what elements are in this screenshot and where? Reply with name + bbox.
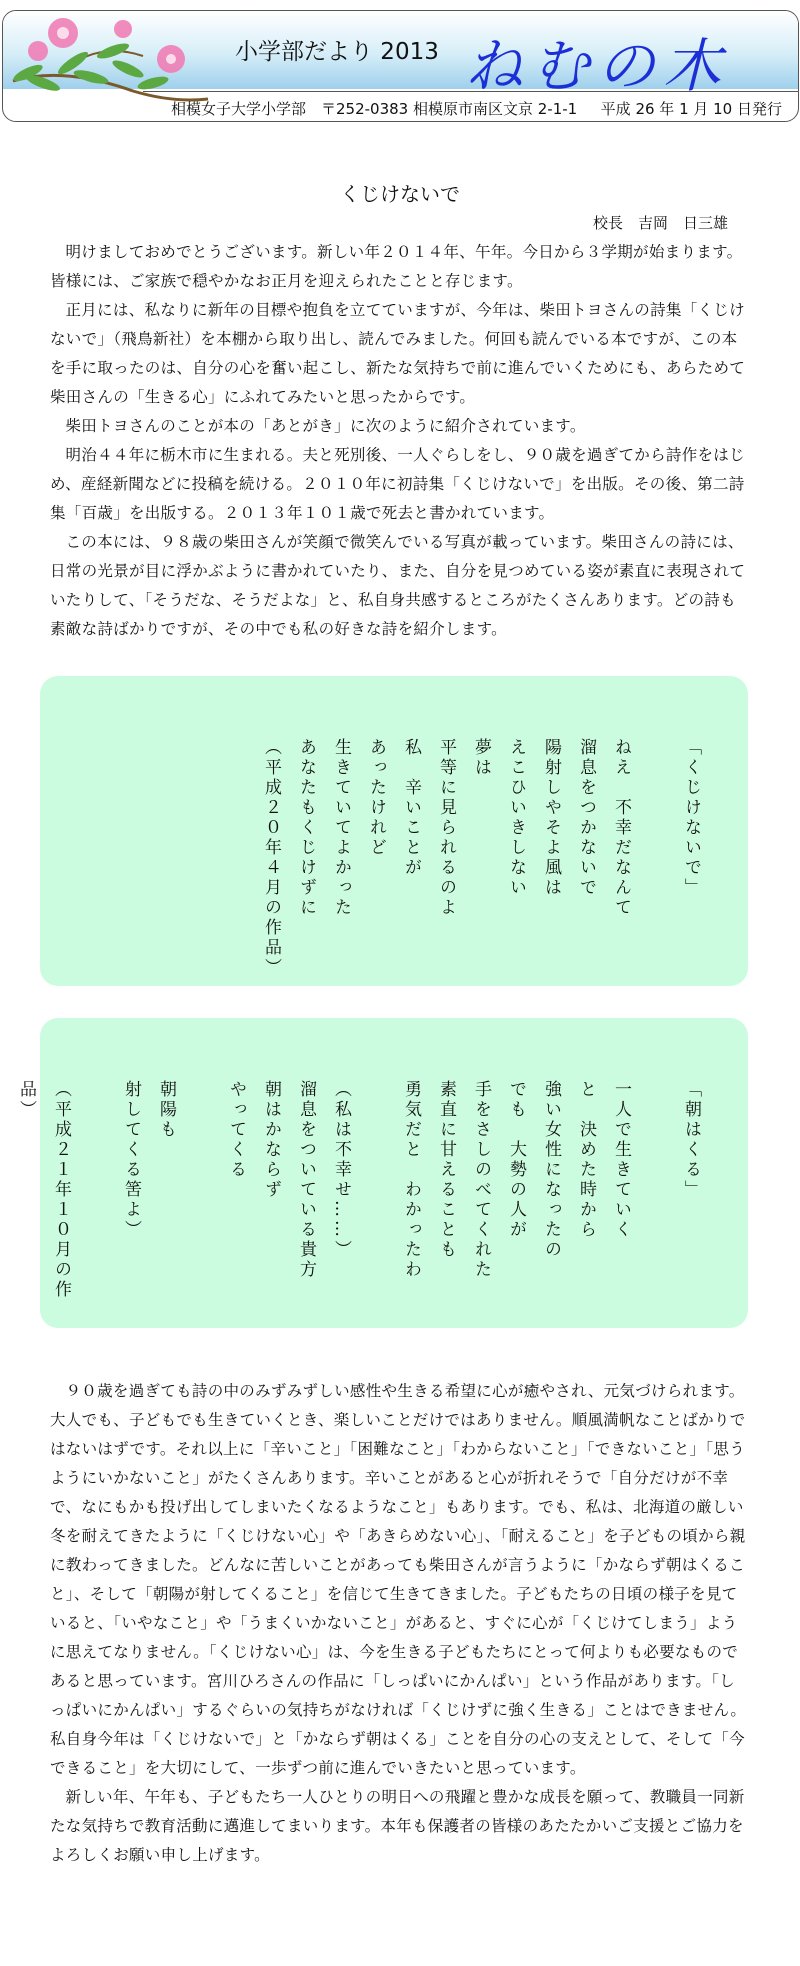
poem-line: でも 大勢の人が bbox=[506, 1080, 526, 1240]
poem-title: 「くじけないで」 bbox=[681, 738, 701, 898]
masthead bbox=[2, 10, 799, 122]
poem-line: 夢は bbox=[471, 738, 491, 778]
poem-box-kujikenaide bbox=[40, 676, 748, 986]
poem-line: 陽射しやそよ風は bbox=[541, 738, 561, 898]
poem-line: あなたもくじけずに bbox=[296, 738, 316, 918]
silk-tree-flower-illustration bbox=[3, 11, 218, 111]
poem-line: 溜息をつかないで bbox=[576, 738, 596, 898]
poem-line: 手をさしのべてくれた bbox=[471, 1080, 491, 1280]
poem-line: えこひいきしない bbox=[506, 738, 526, 898]
poem-date: （平成２１年１０月の作品） bbox=[16, 1080, 71, 1300]
school-address: 相模女子大学小学部 〒252-0383 相模原市南区文京 2-1-1 bbox=[171, 100, 578, 118]
issue-date: 平成 26 年 1 月 10 日発行 bbox=[600, 100, 782, 118]
poem-line: ねえ 不幸だなんて bbox=[611, 738, 631, 918]
poem-line: 平等に見られるのよ bbox=[436, 738, 456, 918]
poem-line: 素直に甘えることも bbox=[436, 1080, 456, 1260]
poem-vertical-text bbox=[8, 1080, 708, 1320]
paragraph: 正月には、私なりに新年の目標や抱負を立てていますが、今年は、柴田トヨさんの詩集「くじけないで」（飛鳥新社）を本棚から取り出し、読んでみました。何回も読んでいる本ですが、この本を手に取ったのは、自分の心を奮い起こし、新たな気持ちで前に進んでいくためにも、あらためて柴田さんの「生きる心」にふれてみたいと思ったからです。 bbox=[50, 301, 746, 406]
poem-line: 朝陽も bbox=[156, 1080, 176, 1140]
poem-spacer bbox=[358, 1080, 393, 1320]
poem-line: 朝はかならず bbox=[261, 1080, 281, 1200]
poem-title: 「朝はくる」 bbox=[681, 1080, 701, 1200]
poem-spacer bbox=[638, 1080, 673, 1320]
paragraph: この本には、９８歳の柴田さんが笑顔で微笑んでいる写真が載っています。柴田さんの詩には、日常の光景が目に浮かぶように書かれていたり、また、自分を見つめている姿が素直に表現されていたりして、「そうだな、そうだよな」と、私自身共感するところがたくさんあります。どの詩も素敵な詩ばかりですが、その中でも私の好きな詩を紹介します。 bbox=[50, 533, 746, 638]
paragraph: 明けましておめでとうございます。新しい年２０１４年、午年。今日から３学期が始まります。皆様には、ご家族で穏やかなお正月を迎えられたことと存じます。 bbox=[50, 243, 743, 290]
newsletter-logo: ねむの木 bbox=[465, 32, 730, 100]
poem-vertical-text bbox=[253, 738, 708, 978]
poem-line: と 決めた時から bbox=[576, 1080, 596, 1240]
poem-spacer bbox=[78, 1080, 113, 1320]
poem-line: あったけれど bbox=[366, 738, 386, 858]
masthead-divider bbox=[143, 91, 798, 92]
closing-text bbox=[50, 1377, 750, 1870]
newsletter-series-title: 小学部だより 2013 bbox=[235, 39, 439, 65]
paragraph: ９０歳を過ぎても詩の中のみずみずしい感性や生きる希望に心が癒やされ、元気づけられます。大人でも、子どもでも生きていくとき、楽しいことだけではありません。順風満帆なことばかりではないはずです。それ以上に「辛いこと」「困難なこと」「わからないこと」「できないこと」「思うようにいかないこと」がたくさんあります。辛いことがあると心が折れそうで「自分だけが不幸で、なにもかも投げ出してしまいたくなるようなこと」もあります。でも、私は、北海道の厳しい冬を耐えてきたように「くじけない心」や「あきらめない心」、「耐えること」を子どもの頃から親に教わってきました。どんなに苦しいことがあっても柴田さんが言うように「かならず朝はくること」、そして「朝陽が射してくること」を信じて生きてきました。子どもたちの日頃の様子を見ていると、「いやなこと」や「うまくいかないこと」があると、すぐに心が「くじけてしまう」ように思えてなりません。「くじけない心」は、今を生きる子どもたちにとって何よりも必要なものであると思っています。宮川ひろさんの作品に「しっぱいにかんぱい」という作品があります。「しっぱいにかんぱい」するぐらいの気持ちがなければ「くじけずに強く生きる」ことはできません。私自身今年は「くじけないで」と「かならず朝はくる」ことを自分の心の支えとして、そして「今できること」を大切にして、一歩ずつ前に進んでいきたいと思っています。 bbox=[50, 1382, 747, 1777]
poem-spacer bbox=[183, 1080, 218, 1320]
poem-line: （私は不幸せ……） bbox=[331, 1080, 351, 1260]
poem-line: 勇気だと わかったわ bbox=[401, 1080, 421, 1280]
paragraph: 明治４４年に栃木市に生まれる。夫と死別後、一人ぐらしをし、９０歳を過ぎてから詩作をはじめ、産経新聞などに投稿を続ける。２０１０年に初詩集「くじけないで」を出版。その後、第二詩集「百歳」を出版する。２０１３年１０１歳で死去と書かれています。 bbox=[50, 446, 745, 522]
paragraph: 柴田トヨさんのことが本の「あとがき」に次のように紹介されています。 bbox=[65, 417, 586, 435]
poem-line: 溜息をついている貴方 bbox=[296, 1080, 316, 1280]
poem-box-asawakuru bbox=[16, 1018, 748, 1328]
article-author: 校長 吉岡 日三雄 bbox=[592, 214, 728, 232]
poem-line: やってくる bbox=[226, 1080, 246, 1180]
poem-line: 私 辛いことが bbox=[401, 738, 421, 878]
article-title: くじけないで bbox=[340, 182, 460, 206]
poem-spacer bbox=[638, 738, 673, 978]
poem-date: （平成２０年４月の作品） bbox=[261, 738, 281, 978]
poem-line: 生きていてよかった bbox=[331, 738, 351, 918]
poem-line: 射してくる筈よ） bbox=[121, 1080, 141, 1240]
poem-line: 強い女性になったの bbox=[541, 1080, 561, 1260]
intro-text bbox=[50, 238, 750, 644]
paragraph: 新しい年、午年も、子どもたち一人ひとりの明日への飛躍と豊かな成長を願って、教職員一同新たな気持ちで教育活動に邁進してまいります。本年も保護者の皆様のあたたかいご支援とご協力をよろしくお願い申し上げます。 bbox=[50, 1788, 745, 1864]
poem-line: 一人で生きていく bbox=[611, 1080, 631, 1240]
